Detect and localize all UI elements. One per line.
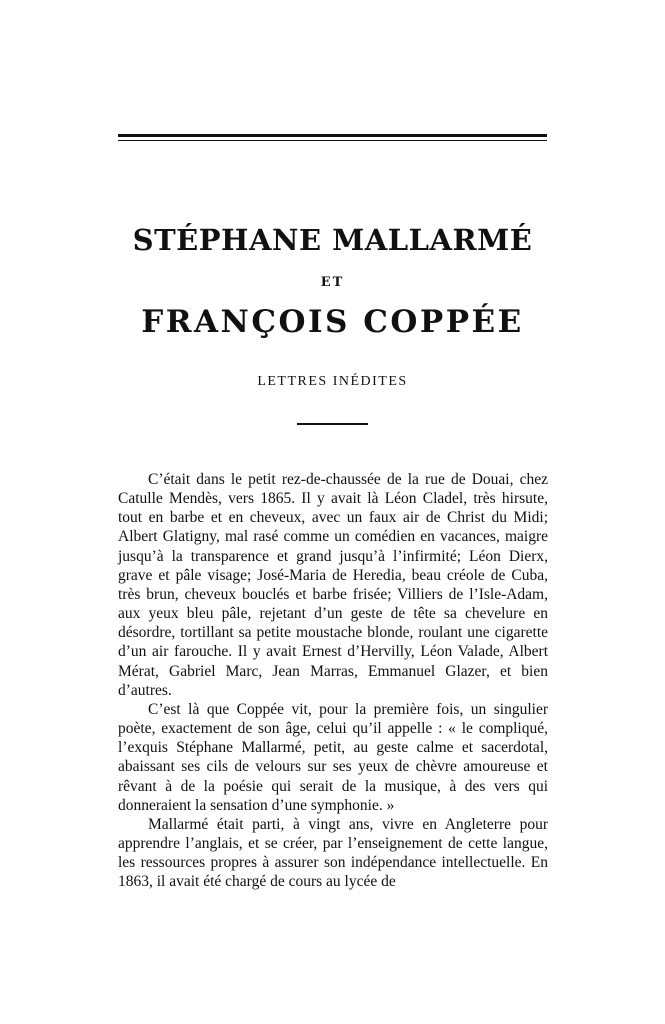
paragraph: C’était dans le petit rez-de-chaussée de la rue de Douai, chez Catulle Mendès, vers 1865. Il y avait là Léon Cladel, très hirsute, tout en barbe et en cheveux, avec un faux air de Christ du Midi; Albert Glatigny, mal rasé comme un comédien en vacances, maigre jusqu’à la transparence et grand jusqu’à l’infirmité; Léon Dierx, grave et pâle visage; José-Maria de Heredia, beau créole de Cuba, très brun, cheveux bouclés et barbe frisée; Villiers de l’Isle-Adam, aux yeux bleu pâle, rejetant d’un geste de tête sa chevelure en désordre, tortillant sa petite moustache blonde, roulant une cigarette d’un air farouche. Il y avait Ernest d’Hervilly, Léon Valade, Albert Mérat, Gabriel Marc, Jean Marras, Emmanuel Glazer, et bien d’autres. (118, 471, 548, 699)
header-rule-thick (118, 134, 547, 137)
subtitle: LETTRES INÉDITES (257, 374, 408, 389)
title-divider (297, 423, 368, 425)
paragraph: Mallarmé était parti, à vingt ans, vivre en Angleterre pour apprendre l’anglais, et se créer, par l’enseignement de cette langue, les ressources propres à assurer son indépendance intellectuelle. En 1863, il avait été chargé de cours au lycée de (118, 815, 548, 891)
body-text (118, 470, 548, 891)
paragraph: C’est là que Coppée vit, pour la première fois, un singulier poète, exactement de son âge, celui qu’il appelle : « le compliqué, l’exquis Stéphane Mallarmé, petit, au geste calme et sacerdotal, abaissant ses cils de velours sur ses yeux de chèvre amoureuse et rêvant à de la poésie qui serait de la musique, à des vers qui donneraient la sensation d’une symphonie. » (118, 700, 548, 814)
header-rule-thin (118, 140, 547, 141)
title-conjunction: ET (320, 275, 345, 290)
title-line-2: FRANÇOIS COPPÉE (141, 304, 524, 340)
title-line-1: STÉPHANE MALLARMÉ (132, 223, 533, 257)
